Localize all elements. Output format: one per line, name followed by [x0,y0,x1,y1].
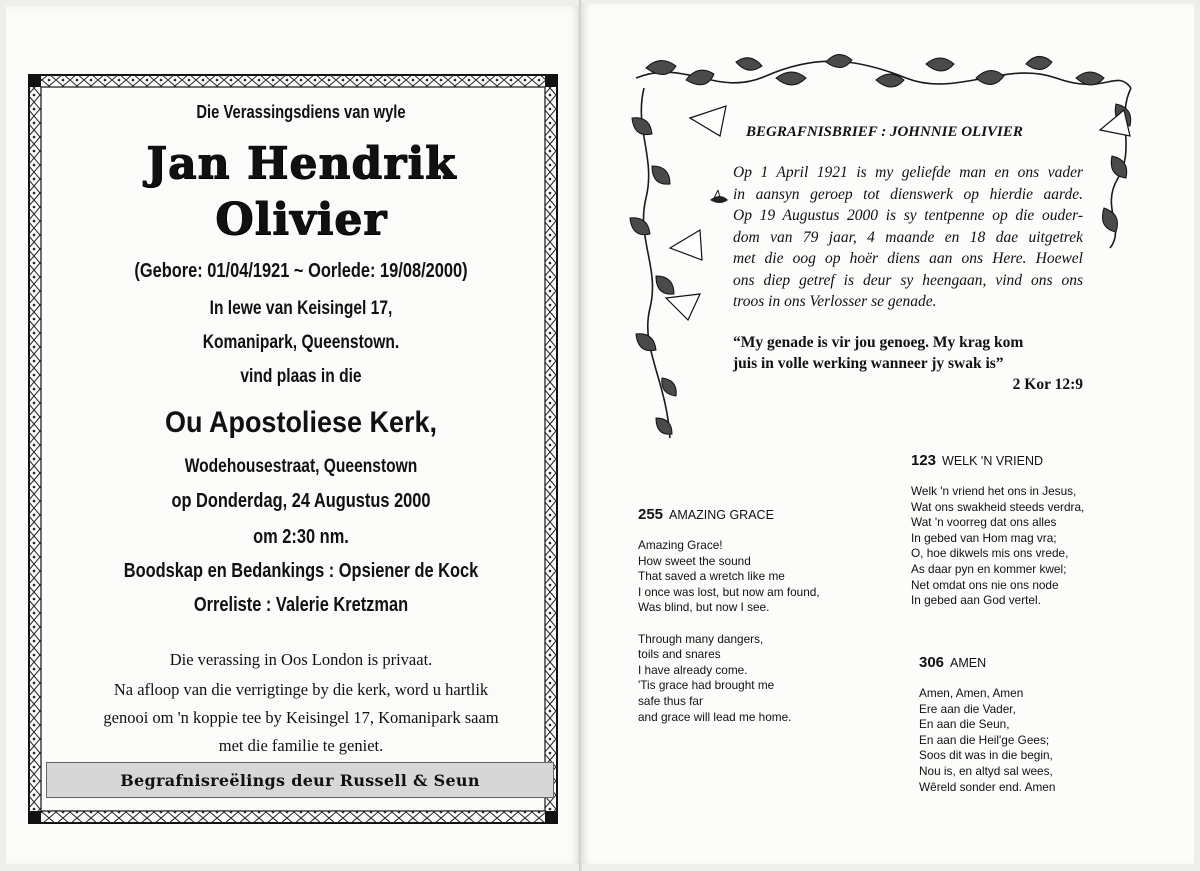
letter-line: in aansyn geroep tot dienswerk op hierdie aarde. [733,185,1083,203]
invitation-line-1: Na afloop van die verrigtinge by die kerk, word u hartlik [113,680,489,699]
lyric-line: safe thus far [638,693,703,708]
lyric-line: Through many dangers, [638,631,764,646]
lyric-line: I once was lost, but now am found, [638,584,820,599]
letter-line: Op 19 Augustus 2000 is sy tentpenne op die ouder- [733,207,1083,224]
lyric-line: That saved a wretch like me [638,569,785,584]
letter-line: met die oog op hoër diens aan ons Here. Hoewel [733,250,1083,267]
letter-title: BEGRAFNISBRIEF : JOHNNIE OLIVIER [746,124,1023,140]
cremation-note: Die verassing in Oos London is privaat. [169,650,433,669]
birth-death-dates: (Gebore: 01/04/1921 ~ Oorlede: 19/08/2000) [134,260,468,282]
service-time: om 2:30 nm. [253,526,349,548]
invitation-line-3: met die familie te geniet. [218,736,384,755]
lyric-line: Ere aan die Vader, [919,701,1016,716]
lyric-line: Nou is, en altyd sal wees, [919,763,1053,778]
hymn-number: 306 [919,654,945,671]
hymn-255-heading [638,506,774,523]
lyric-line: En aan die Heil'ge Gees; [919,732,1050,747]
hymn-123-heading [911,452,1043,469]
venue-intro: vind plaas in die [240,366,362,387]
deceased-name-first: Jan Hendrik [145,138,457,189]
service-date: op Donderdag, 24 Augustus 2000 [171,490,431,512]
lyric-line: En aan die Seun, [919,717,1010,732]
lyric-line: How sweet the sound [638,553,751,568]
organist: Orreliste : Valerie Kretzman [193,594,409,616]
letter-line: Op 1 April 1921 is my geliefde man en ons vader [733,164,1083,181]
lyric-line: Amazing Grace! [638,538,723,552]
quote-line-2: juis in volle werking wanneer jy swak is” [733,355,1004,372]
page-fold [579,0,582,871]
hymn-255-lyrics [638,538,868,725]
funeral-arrangements-banner [46,762,554,798]
lyric-line: Wêreld sonder end. Amen [919,779,1056,794]
lyric-line: Amen, Amen, Amen [919,686,1024,700]
lyric-line: toils and snares [638,647,721,662]
quote-reference: 2 Kor 12:9 [1012,376,1083,393]
hymn-title: WELK 'N VRIEND [942,454,1044,468]
letter-line: dom van 79 jaar, 4 maande en 18 dae uitgetrek [733,228,1083,246]
deceased-name-last: Olivier [214,194,388,245]
hymn-number: 123 [911,452,937,469]
scripture-quote [733,332,1083,395]
lyric-line: Wat ons swakheid steeds verdra, [911,499,1085,514]
lyric-line: In gebed aan God vertel. [911,593,1041,608]
quote-line-1: “My genade is vir jou genoeg. My krag kom [733,334,1024,351]
lyric-line: O, hoe dikwels mis ons vrede, [911,546,1069,561]
lyric-line: and grace will lead me home. [638,709,792,724]
letter-line: ons diep getref is deur sy heengaan, vind ons ons [733,271,1083,289]
hymn-123-lyrics [911,484,1151,609]
lyric-line: Net omdat ons nie ons node [911,577,1059,592]
lyric-line: In gebed van Hom mag vra; [911,530,1057,545]
hymn-title: AMAZING GRACE [669,508,774,522]
hymn-306-lyrics [919,686,1159,795]
residence-line-2: Komanipark, Queenstown. [202,332,400,353]
lyric-line: I have already come. [638,662,748,677]
invitation-line-2: genooi om 'n koppie tee by Keisingel 17, Komanipark saam [103,708,499,727]
church-name: Ou Apostoliese Kerk, [164,406,438,439]
lyric-line: Welk 'n vriend het ons in Jesus, [911,484,1077,498]
funeral-arrangements-text: Begrafnisreëlings deur Russell & Seun [120,770,480,790]
hymn-306-heading [919,654,986,671]
lyric-line: Was blind, but now I see. [638,600,770,615]
hymn-number: 255 [638,506,664,523]
lyric-line: As daar pyn en kommer kwel; [911,561,1067,576]
church-street: Wodehousestraat, Queenstown [184,456,418,477]
lyric-line: Wat 'n voorreg dat ons alles [911,515,1057,530]
lyric-line: Soos dit was in die begin, [919,748,1053,763]
residence-line-1: In lewe van Keisingel 17, [209,298,393,319]
letter-line: troos in ons Verlosser se genade. [733,293,937,310]
service-intro: Die Verassingsdiens van wyle [196,102,406,122]
message-speaker: Boodskap en Bedankings : Opsiener de Kock [123,560,479,582]
lyric-line: 'Tis grace had brought me [638,678,775,693]
letter-body [733,162,1083,313]
hymn-title: AMEN [950,656,987,670]
